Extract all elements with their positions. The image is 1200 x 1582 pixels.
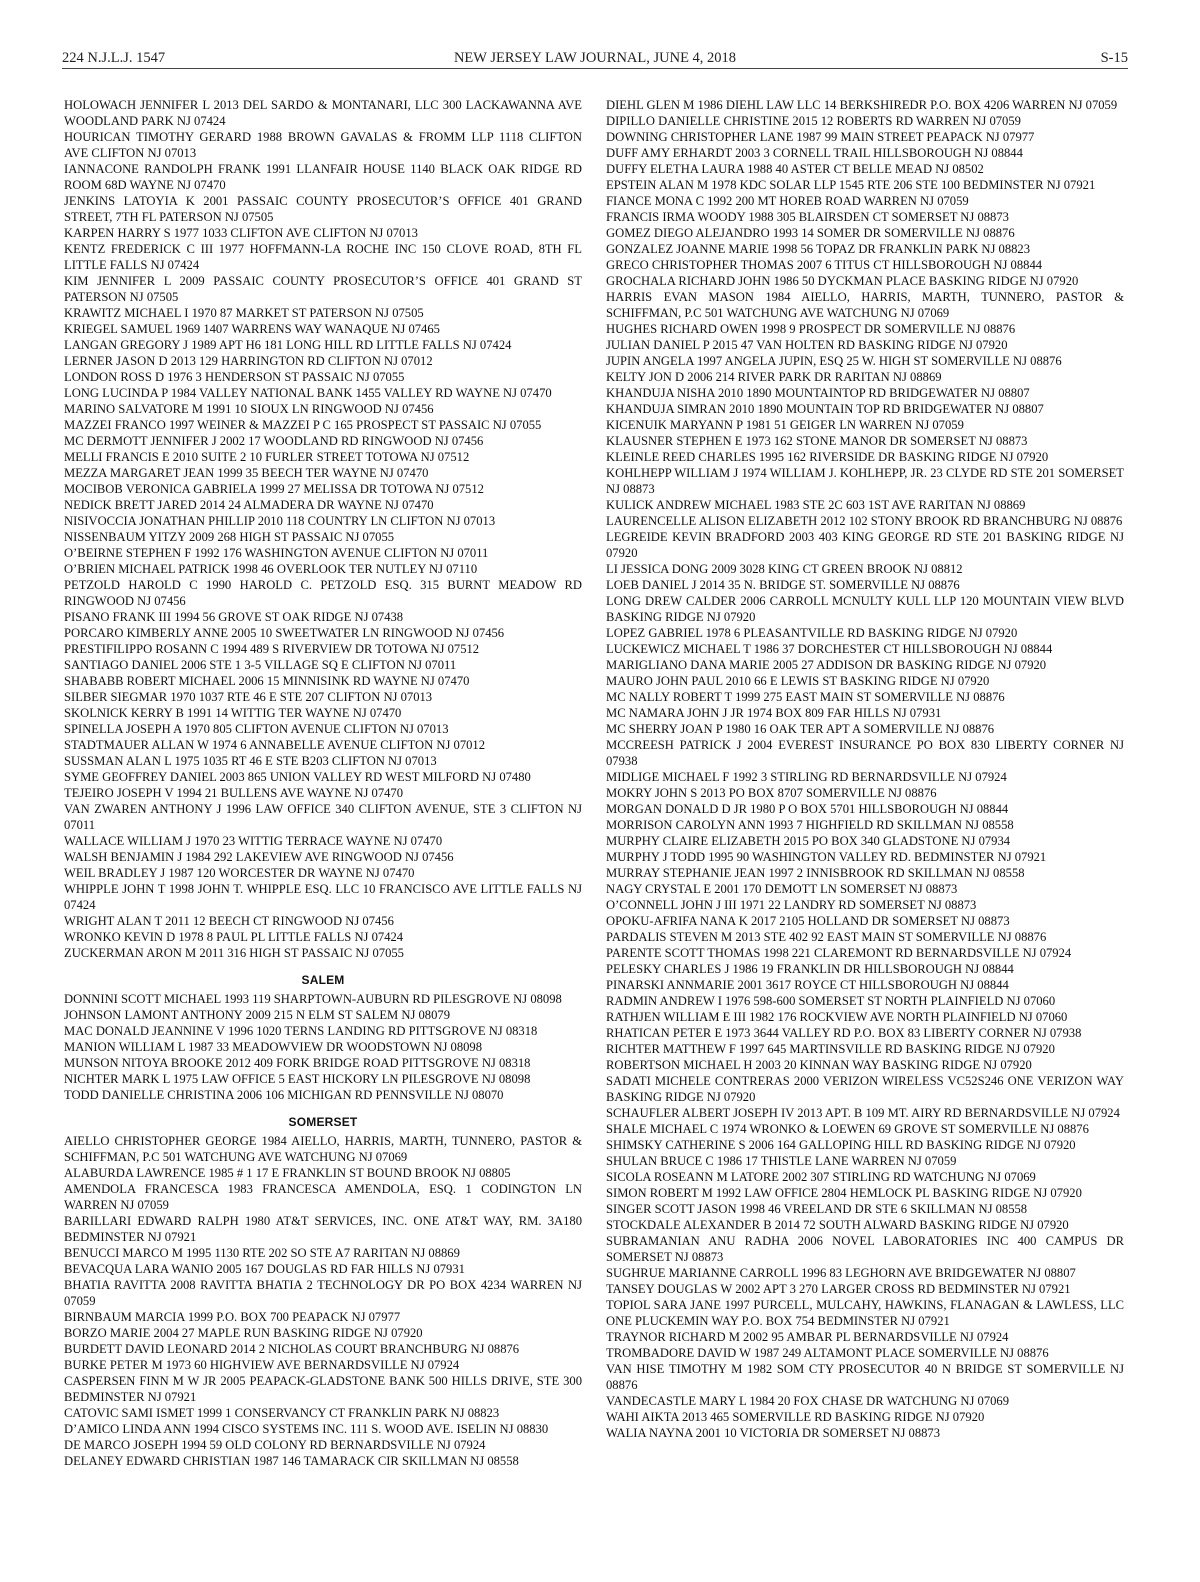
attorney-entry: SHALE MICHAEL C 1974 WRONKO & LOEWEN 69 GROVE ST SOMERVILLE NJ 08876	[606, 1122, 1089, 1136]
attorney-entry: MAC DONALD JEANNINE V 1996 1020 TERNS LANDING RD PITTSGROVE NJ 08318	[64, 1024, 538, 1038]
attorney-entry: BORZO MARIE 2004 27 MAPLE RUN BASKING RIDGE NJ 07920	[64, 1326, 423, 1340]
attorney-entry: GRECO CHRISTOPHER THOMAS 2007 6 TITUS CT HILLSBOROUGH NJ 08844	[606, 258, 1043, 272]
attorney-entry: PARDALIS STEVEN M 2013 STE 402 92 EAST MAIN ST SOMERVILLE NJ 08876	[606, 930, 1047, 944]
attorney-entry: BARILLARI EDWARD RALPH 1980 AT&T SERVICES, INC. ONE AT&T WAY, RM. 3A180 BEDMINSTER NJ 07921	[64, 1214, 582, 1244]
attorney-entry: NISIVOCCIA JONATHAN PHILLIP 2010 118 COUNTRY LN CLIFTON NJ 07013	[64, 514, 496, 528]
attorney-entry: MCCREESH PATRICK J 2004 EVEREST INSURANCE PO BOX 830 LIBERTY CORNER NJ 07938	[606, 738, 1124, 768]
attorney-entry: MORRISON CAROLYN ANN 1993 7 HIGHFIELD RD SKILLMAN NJ 08558	[606, 818, 1014, 832]
attorney-entry: MARINO SALVATORE M 1991 10 SIOUX LN RINGWOOD NJ 07456	[64, 402, 434, 416]
page-number: S-15	[1100, 50, 1128, 66]
section-heading-salem: SALEM	[301, 973, 345, 987]
attorney-entry: TROMBADORE DAVID W 1987 249 ALTAMONT PLACE SOMERVILLE NJ 08876	[606, 1346, 1049, 1360]
attorney-entry: DIEHL GLEN M 1986 DIEHL LAW LLC 14 BERKSHIREDR P.O. BOX 4206 WARREN NJ 07059	[606, 98, 1118, 112]
attorney-entry: KELTY JON D 2006 214 RIVER PARK DR RARITAN NJ 08869	[606, 370, 942, 384]
attorney-entry: MANION WILLIAM L 1987 33 MEADOWVIEW DR WOODSTOWN NJ 08098	[64, 1040, 483, 1054]
attorney-entry: ALABURDA LAWRENCE 1985 # 1 17 E FRANKLIN ST BOUND BROOK NJ 08805	[64, 1166, 511, 1180]
attorney-entry: KHANDUJA SIMRAN 2010 1890 MOUNTAIN TOP RD BRIDGEWATER NJ 08807	[606, 402, 1044, 416]
attorney-entry: PETZOLD HAROLD C 1990 HAROLD C. PETZOLD ESQ. 315 BURNT MEADOW RD RINGWOOD NJ 07456	[64, 578, 582, 608]
attorney-entry: SKOLNICK KERRY B 1991 14 WITTIG TER WAYNE NJ 07470	[64, 706, 402, 720]
attorney-entry: MAURO JOHN PAUL 2010 66 E LEWIS ST BASKING RIDGE NJ 07920	[606, 674, 990, 688]
attorney-entry: WAHI AIKTA 2013 465 SOMERVILLE RD BASKING RIDGE NJ 07920	[606, 1410, 985, 1424]
attorney-entry: SILBER SIEGMAR 1970 1037 RTE 46 E STE 207 CLIFTON NJ 07013	[64, 690, 433, 704]
attorney-entry: JOHNSON LAMONT ANTHONY 2009 215 N ELM ST SALEM NJ 08079	[64, 1008, 450, 1022]
attorney-entry: KENTZ FREDERICK C III 1977 HOFFMANN-LA ROCHE INC 150 CLOVE ROAD, 8TH FL LITTLE FALLS NJ 07424	[64, 242, 582, 272]
attorney-entry: WEIL BRADLEY J 1987 120 WORCESTER DR WAYNE NJ 07470	[64, 866, 415, 880]
attorney-entry: SADATI MICHELE CONTRERAS 2000 VERIZON WIRELESS VC52S246 ONE VERIZON WAY BASKING RIDGE NJ 07920	[606, 1074, 1124, 1104]
attorney-entry: IANNACONE RANDOLPH FRANK 1991 LLANFAIR HOUSE 1140 BLACK OAK RIDGE RD ROOM 68D WAYNE NJ 07470	[64, 162, 582, 192]
attorney-entry: MUNSON NITOYA BROOKE 2012 409 FORK BRIDGE ROAD PITTSGROVE NJ 08318	[64, 1056, 531, 1070]
attorney-entry: MC NALLY ROBERT T 1999 275 EAST MAIN ST SOMERVILLE NJ 08876	[606, 690, 1005, 704]
attorney-entry: KLAUSNER STEPHEN E 1973 162 STONE MANOR DR SOMERSET NJ 08873	[606, 434, 1028, 448]
attorney-entry: KRAWITZ MICHAEL I 1970 87 MARKET ST PATERSON NJ 07505	[64, 306, 424, 320]
attorney-entry: O’BEIRNE STEPHEN F 1992 176 WASHINGTON AVENUE CLIFTON NJ 07011	[64, 546, 489, 560]
attorney-entry: RICHTER MATTHEW F 1997 645 MARTINSVILLE RD BASKING RIDGE NJ 07920	[606, 1042, 1055, 1056]
attorney-entry: RADMIN ANDREW I 1976 598-600 SOMERSET ST NORTH PLAINFIELD NJ 07060	[606, 994, 1056, 1008]
attorney-entry: RATHJEN WILLIAM E III 1982 176 ROCKVIEW AVE NORTH PLAINFIELD NJ 07060	[606, 1010, 1068, 1024]
attorney-entry: MELLI FRANCIS E 2010 SUITE 2 10 FURLER STREET TOTOWA NJ 07512	[64, 450, 470, 464]
attorney-entry: TANSEY DOUGLAS W 2002 APT 3 270 LARGER CROSS RD BEDMINSTER NJ 07921	[606, 1282, 1071, 1296]
attorney-entry: LONG LUCINDA P 1984 VALLEY NATIONAL BANK 1455 VALLEY RD WAYNE NJ 07470	[64, 386, 552, 400]
attorney-entry: LONG DREW CALDER 2006 CARROLL MCNULTY KULL LLP 120 MOUNTAIN VIEW BLVD BASKING RIDGE NJ 07920	[606, 594, 1124, 624]
attorney-entry: WRONKO KEVIN D 1978 8 PAUL PL LITTLE FALLS NJ 07424	[64, 930, 404, 944]
attorney-entry: HOURICAN TIMOTHY GERARD 1988 BROWN GAVALAS & FROMM LLP 1118 CLIFTON AVE CLIFTON NJ 07013	[64, 130, 582, 160]
attorney-entry: KHANDUJA NISHA 2010 1890 MOUNTAINTOP RD BRIDGEWATER NJ 08807	[606, 386, 1030, 400]
entries-salem-list	[64, 991, 582, 1103]
section-heading-somerset: SOMERSET	[288, 1115, 358, 1129]
attorney-entry: LANGAN GREGORY J 1989 APT H6 181 LONG HILL RD LITTLE FALLS NJ 07424	[64, 338, 512, 352]
attorney-entry: ROBERTSON MICHAEL H 2003 20 KINNAN WAY BASKING RIDGE NJ 07920	[606, 1058, 1032, 1072]
attorney-entry: MOKRY JOHN S 2013 PO BOX 8707 SOMERVILLE NJ 08876	[606, 786, 937, 800]
attorney-entry: SHABABB ROBERT MICHAEL 2006 15 MINNISINK RD WAYNE NJ 07470	[64, 674, 470, 688]
attorney-entry: LUCKEWICZ MICHAEL T 1986 37 DORCHESTER CT HILLSBOROUGH NJ 08844	[606, 642, 1053, 656]
attorney-entry: KARPEN HARRY S 1977 1033 CLIFTON AVE CLIFTON NJ 07013	[64, 226, 418, 240]
attorney-entry: FRANCIS IRMA WOODY 1988 305 BLAIRSDEN CT SOMERSET NJ 08873	[606, 210, 1009, 224]
attorney-entry: CATOVIC SAMI ISMET 1999 1 CONSERVANCY CT FRANKLIN PARK NJ 08823	[64, 1406, 500, 1420]
attorney-entry: VANDECASTLE MARY L 1984 20 FOX CHASE DR WATCHUNG NJ 07069	[606, 1394, 1010, 1408]
entries-somerset-list	[64, 1133, 582, 1469]
attorney-entry: GROCHALA RICHARD JOHN 1986 50 DYCKMAN PLACE BASKING RIDGE NJ 07920	[606, 274, 1079, 288]
attorney-entry: KICENUIK MARYANN P 1981 51 GEIGER LN WARREN NJ 07059	[606, 418, 964, 432]
attorney-entry: WHIPPLE JOHN T 1998 JOHN T. WHIPPLE ESQ. LLC 10 FRANCISCO AVE LITTLE FALLS NJ 07424	[64, 882, 582, 912]
page-citation: 224 N.J.L.J. 1547	[62, 50, 166, 66]
attorney-entry: TOPIOL SARA JANE 1997 PURCELL, MULCAHY, HAWKINS, FLANAGAN & LAWLESS, LLC ONE PLUCKEMIN WAY P.O. BOX 754 BEDMINSTER NJ 07921	[606, 1298, 1124, 1328]
attorney-entry: PARENTE SCOTT THOMAS 1998 221 CLAREMONT RD BERNARDSVILLE NJ 07924	[606, 946, 1072, 960]
attorney-entry: STOCKDALE ALEXANDER B 2014 72 SOUTH ALWARD BASKING RIDGE NJ 07920	[606, 1218, 1069, 1232]
attorney-entry: DOWNING CHRISTOPHER LANE 1987 99 MAIN STREET PEAPACK NJ 07977	[606, 130, 1035, 144]
attorney-entry: VAN ZWAREN ANTHONY J 1996 LAW OFFICE 340 CLIFTON AVENUE, STE 3 CLIFTON NJ 07011	[64, 802, 582, 832]
attorney-entry: LAURENCELLE ALISON ELIZABETH 2012 102 STONY BROOK RD BRANCHBURG NJ 08876	[606, 514, 1123, 528]
attorney-entry: DUFFY ELETHA LAURA 1988 40 ASTER CT BELLE MEAD NJ 08502	[606, 162, 984, 176]
attorney-entry: AIELLO CHRISTOPHER GEORGE 1984 AIELLO, HARRIS, MARTH, TUNNERO, PASTOR & SCHIFFMAN, P.C 501 WATCHUNG AVE WATCHUNG NJ 07069	[64, 1134, 582, 1164]
attorney-entry: PRESTIFILIPPO ROSANN C 1994 489 S RIVERVIEW DR TOTOWA NJ 07512	[64, 642, 480, 656]
attorney-entry: EPSTEIN ALAN M 1978 KDC SOLAR LLP 1545 RTE 206 STE 100 BEDMINSTER NJ 07921	[606, 178, 1096, 192]
attorney-entry: LONDON ROSS D 1976 3 HENDERSON ST PASSAIC NJ 07055	[64, 370, 405, 384]
attorney-entry: LEGREIDE KEVIN BRADFORD 2003 403 KING GEORGE RD STE 201 BASKING RIDGE NJ 07920	[606, 530, 1124, 560]
attorney-entry: WALSH BENJAMIN J 1984 292 LAKEVIEW AVE RINGWOOD NJ 07456	[64, 850, 454, 864]
attorney-entry: VAN HISE TIMOTHY M 1982 SOM CTY PROSECUTOR 40 N BRIDGE ST SOMERVILLE NJ 08876	[606, 1362, 1124, 1392]
attorney-entry: MURRAY STEPHANIE JEAN 1997 2 INNISBROOK RD SKILLMAN NJ 08558	[606, 866, 1025, 880]
left-column	[64, 97, 582, 1469]
attorney-entry: WALIA NAYNA 2001 10 VICTORIA DR SOMERSET NJ 08873	[606, 1426, 941, 1440]
attorney-entry: HOLOWACH JENNIFER L 2013 DEL SARDO & MONTANARI, LLC 300 LACKAWANNA AVE WOODLAND PARK NJ 07424	[64, 98, 582, 128]
right-column	[606, 97, 1124, 1441]
attorney-entry: SANTIAGO DANIEL 2006 STE 1 3-5 VILLAGE SQ E CLIFTON NJ 07011	[64, 658, 457, 672]
attorney-entry: PINARSKI ANNMARIE 2001 3617 ROYCE CT HILLSBOROUGH NJ 08844	[606, 978, 1009, 992]
attorney-entry: KOHLHEPP WILLIAM J 1974 WILLIAM J. KOHLHEPP, JR. 23 CLYDE RD STE 201 SOMERSET NJ 08873	[606, 466, 1124, 496]
attorney-entry: TEJEIRO JOSEPH V 1994 21 BULLENS AVE WAYNE NJ 07470	[64, 786, 404, 800]
attorney-entry: MURPHY CLAIRE ELIZABETH 2015 PO BOX 340 GLADSTONE NJ 07934	[606, 834, 1011, 848]
attorney-entry: TRAYNOR RICHARD M 2002 95 AMBAR PL BERNARDSVILLE NJ 07924	[606, 1330, 1009, 1344]
attorney-entry: KRIEGEL SAMUEL 1969 1407 WARRENS WAY WANAQUE NJ 07465	[64, 322, 440, 336]
attorney-entry: SHIMSKY CATHERINE S 2006 164 GALLOPING HILL RD BASKING RIDGE NJ 07920	[606, 1138, 1076, 1152]
attorney-entry: NAGY CRYSTAL E 2001 170 DEMOTT LN SOMERSET NJ 08873	[606, 882, 958, 896]
attorney-entry: DUFF AMY ERHARDT 2003 3 CORNELL TRAIL HILLSBOROUGH NJ 08844	[606, 146, 1023, 160]
attorney-entry: MC NAMARA JOHN J JR 1974 BOX 809 FAR HILLS NJ 07931	[606, 706, 942, 720]
attorney-entry: SIMON ROBERT M 1992 LAW OFFICE 2804 HEMLOCK PL BASKING RIDGE NJ 07920	[606, 1186, 1082, 1200]
attorney-entry: SPINELLA JOSEPH A 1970 805 CLIFTON AVENUE CLIFTON NJ 07013	[64, 722, 449, 736]
attorney-entry: KLEINLE REED CHARLES 1995 162 RIVERSIDE DR BASKING RIDGE NJ 07920	[606, 450, 1049, 464]
attorney-entry: BHATIA RAVITTA 2008 RAVITTA BHATIA 2 TECHNOLOGY DR PO BOX 4234 WARREN NJ 07059	[64, 1278, 582, 1308]
attorney-entry: FIANCE MONA C 1992 200 MT HOREB ROAD WARREN NJ 07059	[606, 194, 969, 208]
attorney-entry: AMENDOLA FRANCESCA 1983 FRANCESCA AMENDOLA, ESQ. 1 CODINGTON LN WARREN NJ 07059	[64, 1182, 582, 1212]
attorney-entry: GOMEZ DIEGO ALEJANDRO 1993 14 SOMER DR SOMERVILLE NJ 08876	[606, 226, 1015, 240]
attorney-entry: SINGER SCOTT JASON 1998 46 VREELAND DR STE 6 SKILLMAN NJ 08558	[606, 1202, 1028, 1216]
publication-title: NEW JERSEY LAW JOURNAL, JUNE 4, 2018	[453, 50, 737, 66]
attorney-entry: SUGHRUE MARIANNE CARROLL 1996 83 LEGHORN AVE BRIDGEWATER NJ 08807	[606, 1266, 1076, 1280]
attorney-entry: MORGAN DONALD D JR 1980 P O BOX 5701 HILLSBOROUGH NJ 08844	[606, 802, 1009, 816]
attorney-entry: PISANO FRANK III 1994 56 GROVE ST OAK RIDGE NJ 07438	[64, 610, 404, 624]
attorney-entry: BIRNBAUM MARCIA 1999 P.O. BOX 700 PEAPACK NJ 07977	[64, 1310, 401, 1324]
attorney-entry: ZUCKERMAN ARON M 2011 316 HIGH ST PASSAIC NJ 07055	[64, 946, 404, 960]
attorney-entry: NEDICK BRETT JARED 2014 24 ALMADERA DR WAYNE NJ 07470	[64, 498, 434, 512]
attorney-entry: JUPIN ANGELA 1997 ANGELA JUPIN, ESQ 25 W. HIGH ST SOMERVILLE NJ 08876	[606, 354, 1062, 368]
attorney-entry: LI JESSICA DONG 2009 3028 KING CT GREEN BROOK NJ 08812	[606, 562, 963, 576]
attorney-entry: NICHTER MARK L 1975 LAW OFFICE 5 EAST HICKORY LN PILESGROVE NJ 08098	[64, 1072, 531, 1086]
attorney-entry: O’CONNELL JOHN J III 1971 22 LANDRY RD SOMERSET NJ 08873	[606, 898, 977, 912]
attorney-entry: DIPILLO DANIELLE CHRISTINE 2015 12 ROBERTS RD WARREN NJ 07059	[606, 114, 1021, 128]
attorney-entry: BENUCCI MARCO M 1995 1130 RTE 202 SO STE A7 RARITAN NJ 08869	[64, 1246, 460, 1260]
attorney-entry: KIM JENNIFER L 2009 PASSAIC COUNTY PROSECUTOR’S OFFICE 401 GRAND ST PATERSON NJ 07505	[64, 274, 582, 304]
attorney-entry: WALLACE WILLIAM J 1970 23 WITTIG TERRACE WAYNE NJ 07470	[64, 834, 443, 848]
attorney-entry: LOEB DANIEL J 2014 35 N. BRIDGE ST. SOMERVILLE NJ 08876	[606, 578, 960, 592]
attorney-entry: PELESKY CHARLES J 1986 19 FRANKLIN DR HILLSBOROUGH NJ 08844	[606, 962, 1014, 976]
page-header	[62, 48, 1128, 69]
attorney-entry: LOPEZ GABRIEL 1978 6 PLEASANTVILLE RD BASKING RIDGE NJ 07920	[606, 626, 1018, 640]
attorney-entry: DONNINI SCOTT MICHAEL 1993 119 SHARPTOWN-AUBURN RD PILESGROVE NJ 08098	[64, 992, 562, 1006]
entries-right-list	[606, 97, 1124, 1441]
attorney-entry: SUSSMAN ALAN L 1975 1035 RT 46 E STE B203 CLIFTON NJ 07013	[64, 754, 437, 768]
attorney-entry: MC DERMOTT JENNIFER J 2002 17 WOODLAND RD RINGWOOD NJ 07456	[64, 434, 484, 448]
attorney-entry: OPOKU-AFRIFA NANA K 2017 2105 HOLLAND DR SOMERSET NJ 08873	[606, 914, 1010, 928]
attorney-entry: MOCIBOB VERONICA GABRIELA 1999 27 MELISSA DR TOTOWA NJ 07512	[64, 482, 484, 496]
attorney-entry: MAZZEI FRANCO 1997 WEINER & MAZZEI P C 165 PROSPECT ST PASSAIC NJ 07055	[64, 418, 542, 432]
attorney-entry: CASPERSEN FINN M W JR 2005 PEAPACK-GLADSTONE BANK 500 HILLS DRIVE, STE 300 BEDMINSTER NJ 07921	[64, 1374, 582, 1404]
attorney-entry: SICOLA ROSEANN M LATORE 2002 307 STIRLING RD WATCHUNG NJ 07069	[606, 1170, 1036, 1184]
attorney-entry: STADTMAUER ALLAN W 1974 6 ANNABELLE AVENUE CLIFTON NJ 07012	[64, 738, 486, 752]
entries-top-list	[64, 97, 582, 961]
attorney-entry: PORCARO KIMBERLY ANNE 2005 10 SWEETWATER LN RINGWOOD NJ 07456	[64, 626, 505, 640]
attorney-entry: NISSENBAUM YITZY 2009 268 HIGH ST PASSAIC NJ 07055	[64, 530, 395, 544]
attorney-entry: LERNER JASON D 2013 129 HARRINGTON RD CLIFTON NJ 07012	[64, 354, 433, 368]
attorney-entry: JULIAN DANIEL P 2015 47 VAN HOLTEN RD BASKING RIDGE NJ 07920	[606, 338, 1008, 352]
attorney-entry: SYME GEOFFREY DANIEL 2003 865 UNION VALLEY RD WEST MILFORD NJ 07480	[64, 770, 531, 784]
attorney-entry: HARRIS EVAN MASON 1984 AIELLO, HARRIS, MARTH, TUNNERO, PASTOR & SCHIFFMAN, P.C 501 WATCHUNG AVE WATCHUNG NJ 07069	[606, 290, 1124, 320]
attorney-entry: MARIGLIANO DANA MARIE 2005 27 ADDISON DR BASKING RIDGE NJ 07920	[606, 658, 1047, 672]
attorney-entry: RHATICAN PETER E 1973 3644 VALLEY RD P.O. BOX 83 LIBERTY CORNER NJ 07938	[606, 1026, 1082, 1040]
attorney-entry: MEZZA MARGARET JEAN 1999 35 BEECH TER WAYNE NJ 07470	[64, 466, 429, 480]
attorney-entry: MIDLIGE MICHAEL F 1992 3 STIRLING RD BERNARDSVILLE NJ 07924	[606, 770, 1007, 784]
attorney-entry: BURKE PETER M 1973 60 HIGHVIEW AVE BERNARDSVILLE NJ 07924	[64, 1358, 460, 1372]
attorney-entry: SCHAUFLER ALBERT JOSEPH IV 2013 APT. B 109 MT. AIRY RD BERNARDSVILLE NJ 07924	[606, 1106, 1120, 1120]
attorney-entry: BEVACQUA LARA WANIO 2005 167 DOUGLAS RD FAR HILLS NJ 07931	[64, 1262, 465, 1276]
attorney-entry: WRIGHT ALAN T 2011 12 BEECH CT RINGWOOD NJ 07456	[64, 914, 394, 928]
attorney-entry: KULICK ANDREW MICHAEL 1983 STE 2C 603 1ST AVE RARITAN NJ 08869	[606, 498, 1026, 512]
attorney-entry: DE MARCO JOSEPH 1994 59 OLD COLONY RD BERNARDSVILLE NJ 07924	[64, 1438, 486, 1452]
attorney-entry: MC SHERRY JOAN P 1980 16 OAK TER APT A SOMERVILLE NJ 08876	[606, 722, 995, 736]
attorney-entry: D’AMICO LINDA ANN 1994 CISCO SYSTEMS INC. 111 S. WOOD AVE. ISELIN NJ 08830	[64, 1422, 549, 1436]
attorney-entry: JENKINS LATOYIA K 2001 PASSAIC COUNTY PROSECUTOR’S OFFICE 401 GRAND STREET, 7TH FL PATERSON NJ 07505	[64, 194, 582, 224]
attorney-entry: GONZALEZ JOANNE MARIE 1998 56 TOPAZ DR FRANKLIN PARK NJ 08823	[606, 242, 1031, 256]
attorney-entry: SHULAN BRUCE C 1986 17 THISTLE LANE WARREN NJ 07059	[606, 1154, 957, 1168]
attorney-entry: O’BRIEN MICHAEL PATRICK 1998 46 OVERLOOK TER NUTLEY NJ 07110	[64, 562, 478, 576]
attorney-entry: BURDETT DAVID LEONARD 2014 2 NICHOLAS COURT BRANCHBURG NJ 08876	[64, 1342, 520, 1356]
attorney-entry: MURPHY J TODD 1995 90 WASHINGTON VALLEY RD. BEDMINSTER NJ 07921	[606, 850, 1047, 864]
attorney-entry: DELANEY EDWARD CHRISTIAN 1987 146 TAMARACK CIR SKILLMAN NJ 08558	[64, 1454, 519, 1468]
attorney-entry: HUGHES RICHARD OWEN 1998 9 PROSPECT DR SOMERVILLE NJ 08876	[606, 322, 1016, 336]
attorney-entry: SUBRAMANIAN ANU RADHA 2006 NOVEL LABORATORIES INC 400 CAMPUS DR SOMERSET NJ 08873	[606, 1234, 1124, 1264]
attorney-entry: TODD DANIELLE CHRISTINA 2006 106 MICHIGAN RD PENNSVILLE NJ 08070	[64, 1088, 504, 1102]
